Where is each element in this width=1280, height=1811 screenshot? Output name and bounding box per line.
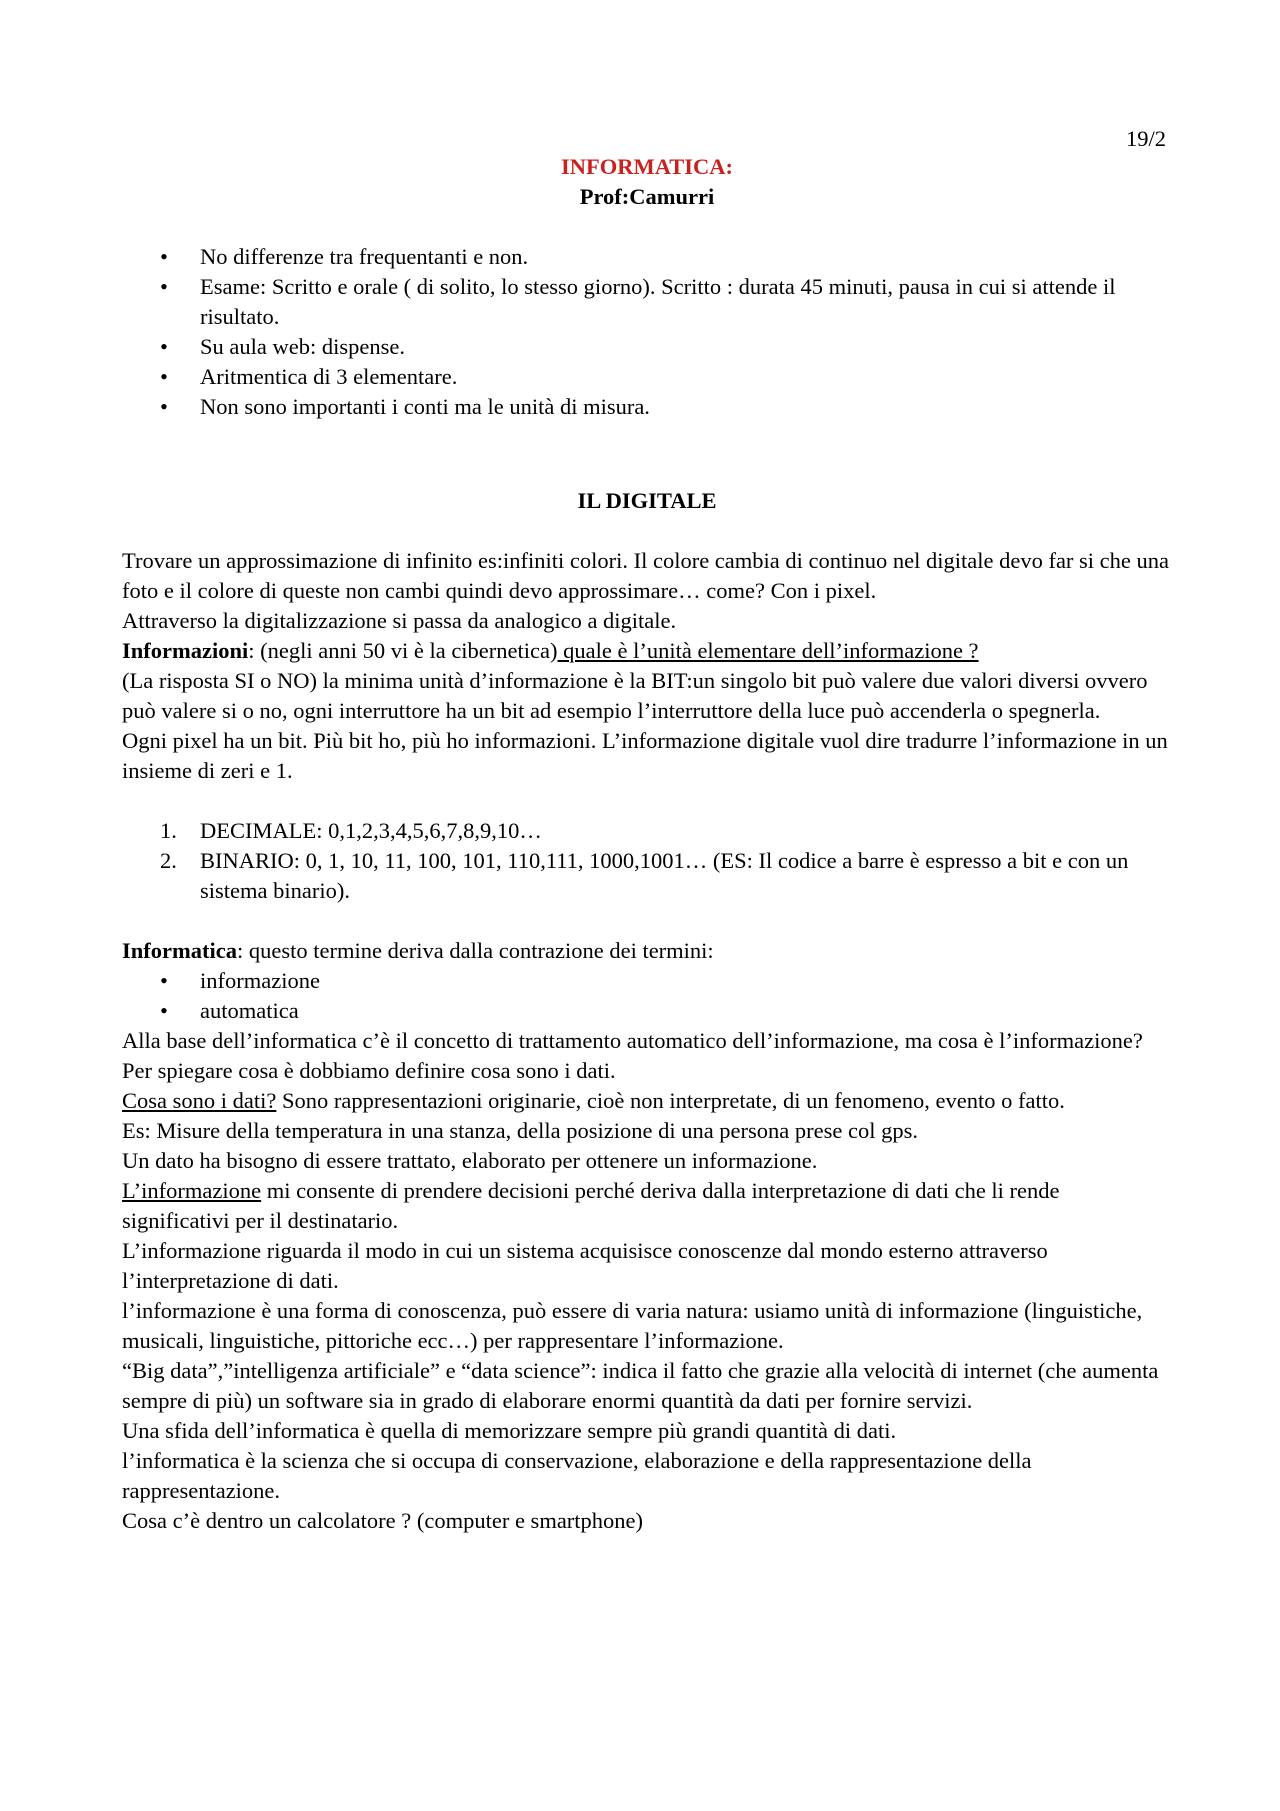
paragraph: (La risposta SI o NO) la minima unità d’informazione è la BIT:un singolo bit può valere due valori diversi ovvero può valere si o no, ogni interruttore ha un bit ad esempio l’interruttore della luce può accenderla o spegnerla. bbox=[122, 668, 1148, 723]
paragraph-text: Sono rappresentazioni originarie, cioè non interpretate, di un fenomeno, evento o fatto. bbox=[276, 1088, 1065, 1113]
paragraph-text: : questo termine deriva dalla contrazione dei termini: bbox=[236, 938, 714, 963]
list-item: • Non sono importanti i conti ma le unità di misura. bbox=[122, 392, 1172, 422]
paragraph-informazioni bbox=[122, 636, 1172, 666]
list-text: DECIMALE: 0,1,2,3,4,5,6,7,8,9,10… bbox=[200, 818, 542, 843]
paragraph: Trovare un approssimazione di infinito es:infiniti colori. Il colore cambia di continuo nel digitale devo far si che una foto e il colore di queste non cambi quindi devo approssimare… come? Con i pixel. bbox=[122, 548, 1170, 603]
paragraph: Alla base dell’informatica c’è il concetto di trattamento automatico dell’informazione, ma cosa è l’informazione? Per spiegare cosa è dobbiamo definire cosa sono i dati. bbox=[122, 1028, 1143, 1083]
list-number: 1. bbox=[160, 818, 177, 843]
document-subtitle: Prof:Camurri bbox=[579, 184, 715, 209]
list-item bbox=[122, 846, 1172, 906]
list-text: BINARIO: 0, 1, 10, 11, 100, 101, 110,111, 1000,1001… (ES: Il codice a barre è espresso a bit e con un sistema binario). bbox=[200, 848, 1129, 903]
paragraph: l’informatica è la scienza che si occupa di conservazione, elaborazione e della rappresentazione della rappresentazione. bbox=[122, 1448, 1032, 1503]
paragraph: Ogni pixel ha un bit. Più bit ho, più ho informazioni. L’informazione digitale vuol dire tradurre l’informazione in un insieme di zeri e 1. bbox=[122, 728, 1168, 783]
list-item: • Aritmentica di 3 elementare. bbox=[122, 362, 1172, 392]
list-item: • Su aula web: dispense. bbox=[122, 332, 1172, 362]
intro-bullet-list bbox=[122, 242, 1172, 422]
bold-label: Informatica bbox=[122, 938, 237, 963]
underlined-label: Cosa sono i dati? bbox=[122, 1088, 277, 1113]
document-content bbox=[122, 124, 1172, 1536]
list-item: • automatica bbox=[122, 996, 1172, 1026]
section-title: IL DIGITALE bbox=[577, 488, 717, 513]
document-title: INFORMATICA: bbox=[560, 154, 734, 179]
list-item: • Esame: Scritto e orale ( di solito, lo stesso giorno). Scritto : durata 45 minuti, pausa in cui si attende il risultato. bbox=[122, 272, 1172, 332]
paragraph-informatica bbox=[122, 936, 1172, 966]
terms-bullet-list bbox=[122, 966, 1172, 1026]
underlined-label: L’informazione bbox=[122, 1178, 262, 1203]
paragraph: L’informazione riguarda il modo in cui un sistema acquisisce conoscenze dal mondo esterno attraverso l’interpretazione di dati. bbox=[122, 1238, 1048, 1293]
paragraph: Attraverso la digitalizzazione si passa da analogico a digitale. bbox=[122, 608, 677, 633]
bold-label: Informazioni bbox=[122, 638, 249, 663]
numbered-list bbox=[122, 816, 1172, 906]
paragraph-text: : (negli anni 50 vi è la cibernetica) bbox=[248, 638, 558, 663]
page-date: 19/2 bbox=[1125, 126, 1166, 151]
paragraph-informazione bbox=[122, 1176, 1172, 1236]
paragraph: “Big data”,”intelligenza artificiale” e “data science”: indica il fatto che grazie alla velocità di internet (che aumenta sempre di più) un software sia in grado di elaborare enormi quantità da dati per fornire servizi. bbox=[122, 1358, 1159, 1413]
paragraph-dati bbox=[122, 1086, 1172, 1116]
paragraph: Es: Misure della temperatura in una stanza, della posizione di una persona prese col gps. bbox=[122, 1118, 918, 1143]
paragraph: Cosa c’è dentro un calcolatore ? (computer e smartphone) bbox=[122, 1508, 644, 1533]
paragraph-text: mi consente di prendere decisioni perché deriva dalla interpretazione di dati che li rende significativi per il destinatario. bbox=[122, 1178, 1060, 1233]
list-item bbox=[122, 816, 1172, 846]
paragraph: Una sfida dell’informatica è quella di memorizzare sempre più grandi quantità di dati. bbox=[122, 1418, 897, 1443]
paragraph: Un dato ha bisogno di essere trattato, elaborato per ottenere un informazione. bbox=[122, 1148, 818, 1173]
list-item: • No differenze tra frequentanti e non. bbox=[122, 242, 1172, 272]
list-number: 2. bbox=[160, 848, 177, 873]
list-item: • informazione bbox=[122, 966, 1172, 996]
underlined-question: quale è l’unità elementare dell’informazione ? bbox=[557, 638, 979, 663]
paragraph: l’informazione è una forma di conoscenza, può essere di varia natura: usiamo unità di informazione (linguistiche, musicali, linguistiche, pittoriche ecc…) per rappresentare l’informazione. bbox=[122, 1298, 1143, 1353]
